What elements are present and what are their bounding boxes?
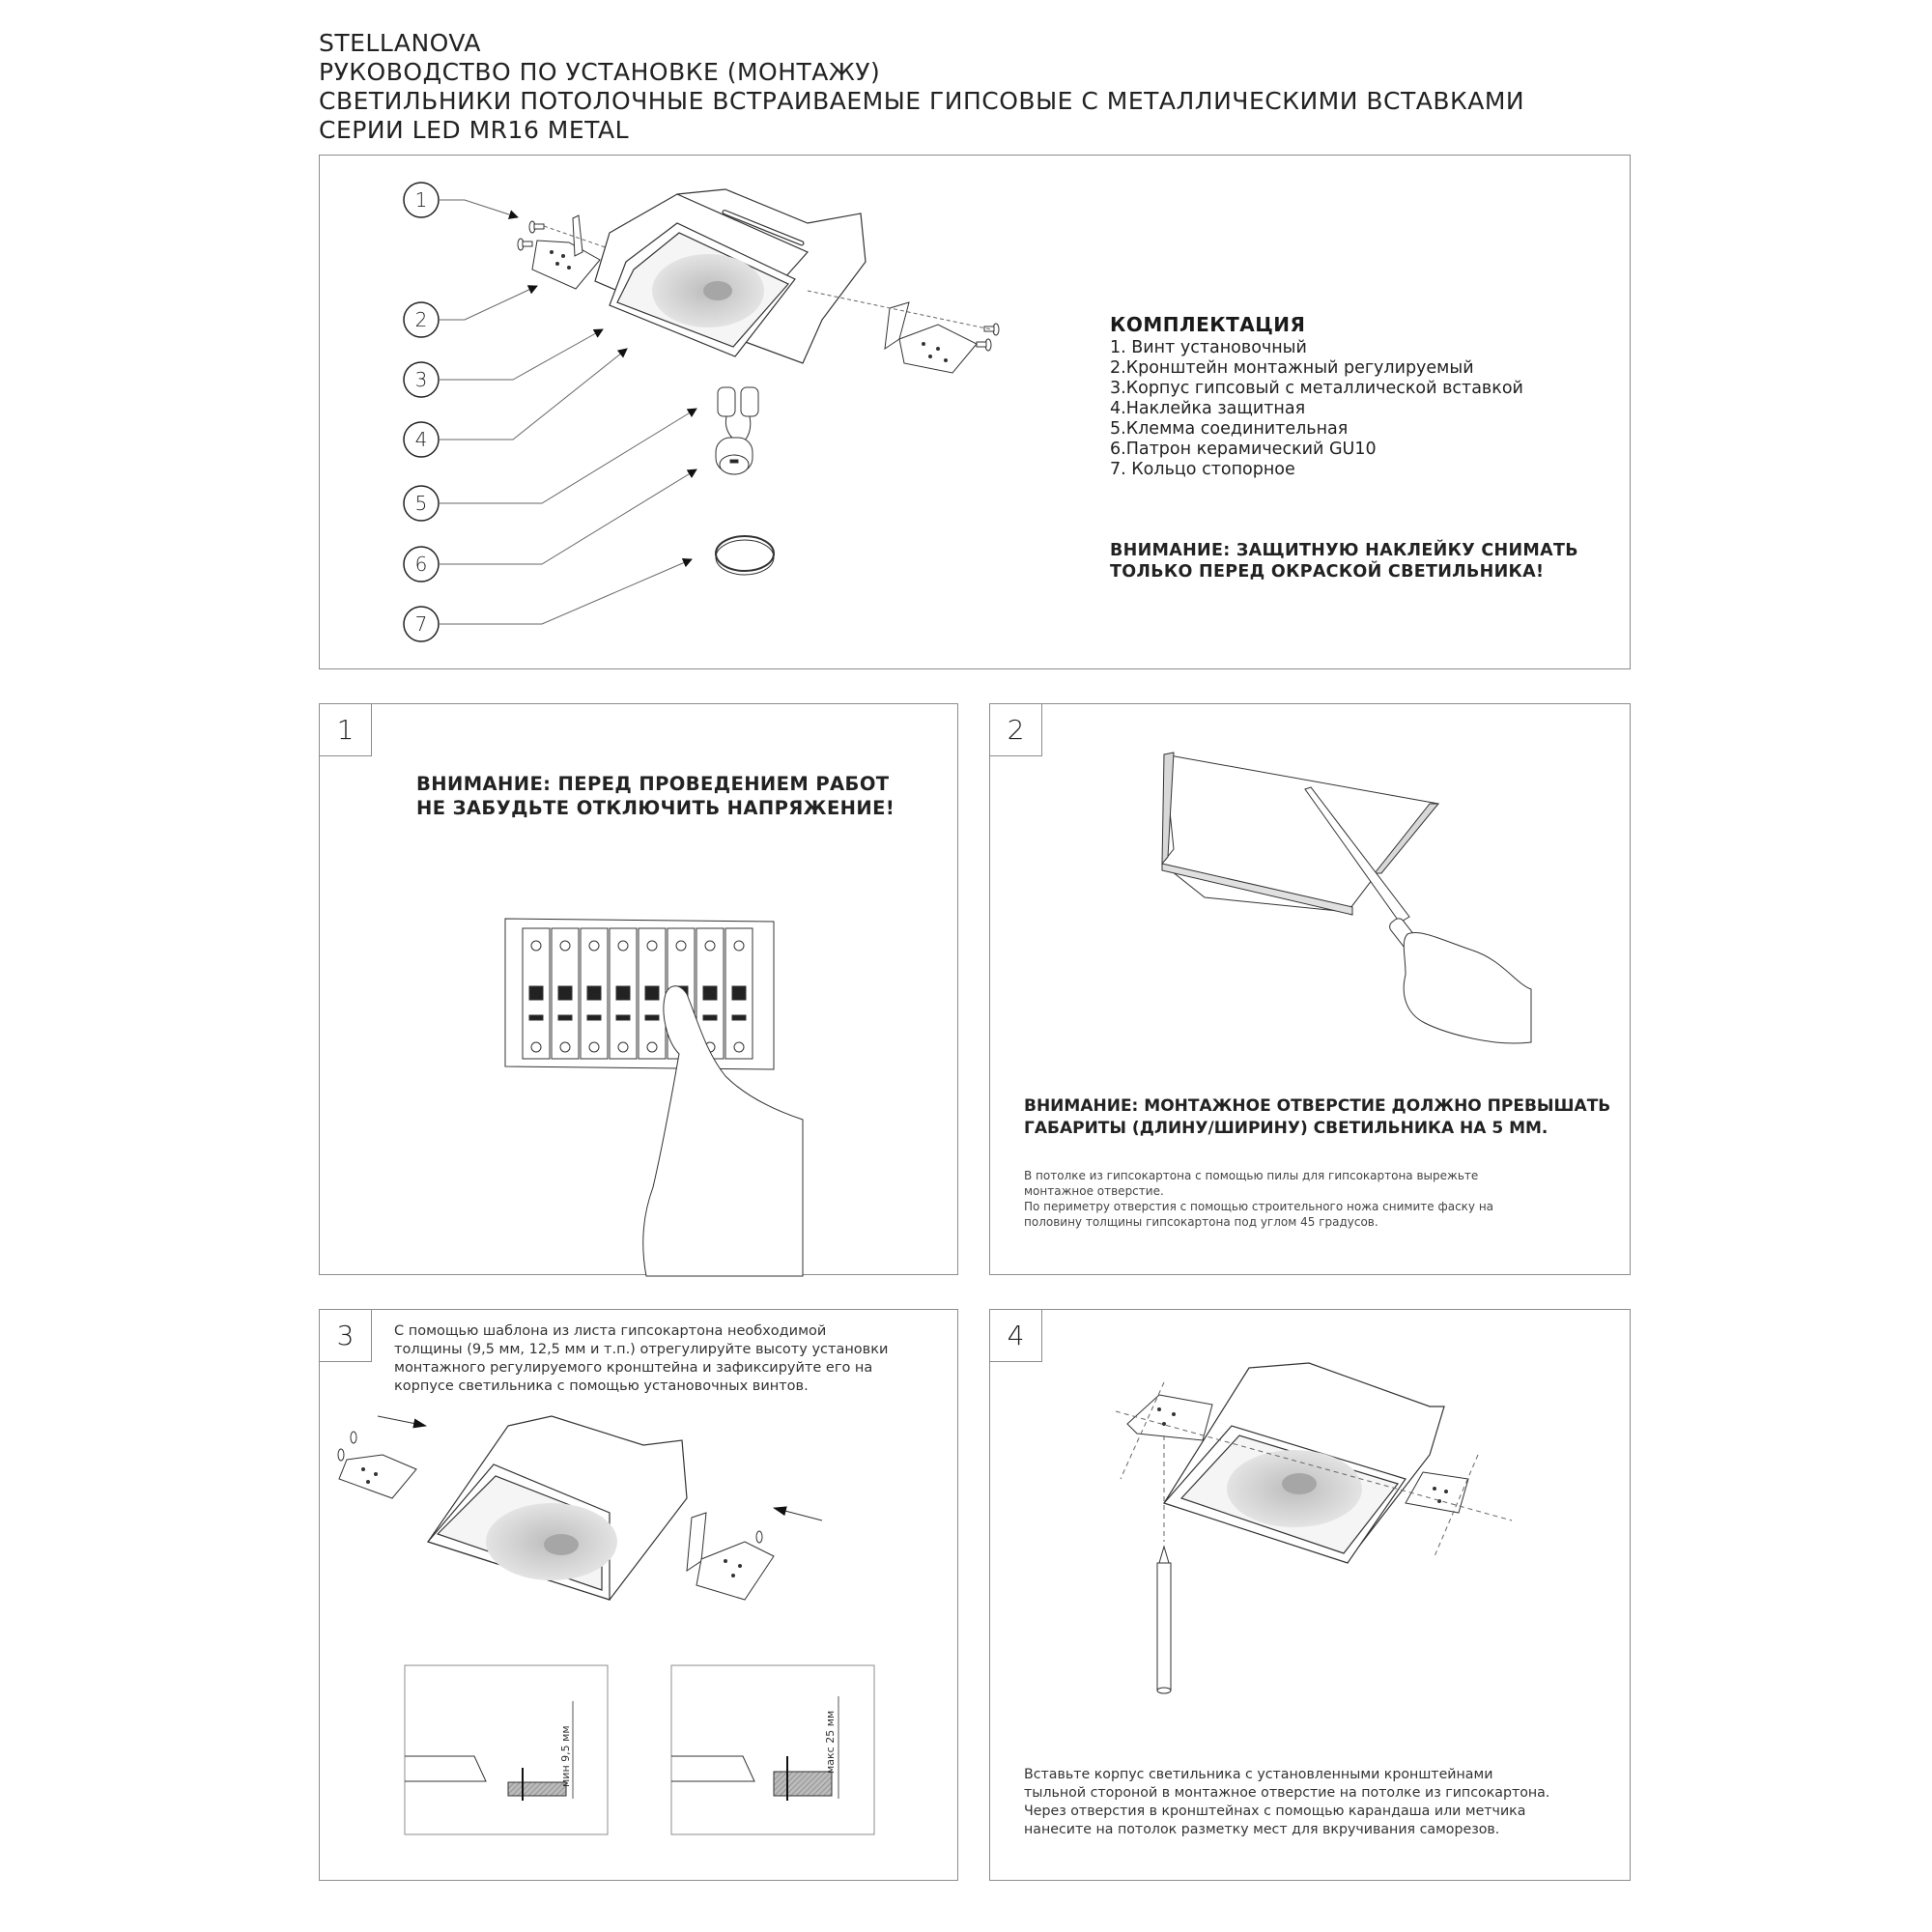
component-item: 1. Винт установочный: [1110, 338, 1307, 357]
callout-5: [404, 409, 696, 521]
callout-number: 5: [414, 492, 428, 515]
callout-2: [404, 286, 537, 337]
callout-number: 6: [414, 553, 428, 576]
breaker-module: [639, 928, 666, 1059]
warning-line: ВНИМАНИЕ: ПЕРЕД ПРОВЕДЕНИЕМ РАБОТ: [416, 773, 890, 795]
component-item: 7. Кольцо стопорное: [1110, 460, 1295, 479]
step-2-panel: [989, 703, 1631, 1275]
pencil-icon: [1157, 1547, 1171, 1693]
bracket-right-icon: [885, 302, 999, 373]
doc-subtitle: СВЕТИЛЬНИКИ ПОТОЛОЧНЫЕ ВСТРАИВАЕМЫЕ ГИПСОВЫЕ С МЕТАЛЛИЧЕСКИМИ ВСТАВКАМИ: [319, 87, 1525, 115]
callout-number: 1: [414, 188, 428, 212]
instruction-line: С помощью шаблона из листа гипсокартона необходимой: [394, 1323, 827, 1339]
component-item: 2.Кронштейн монтажный регулируемый: [1110, 358, 1474, 378]
doc-title: РУКОВОДСТВО ПО УСТАНОВКЕ (МОНТАЖУ): [319, 58, 881, 86]
instruction-line: Вставьте корпус светильника с установленными кронштейнами: [1024, 1767, 1493, 1782]
instruction-line: В потолке из гипсокартона с помощью пилы для гипсокартона вырежьте: [1024, 1169, 1479, 1182]
warning-line: ВНИМАНИЕ: ЗАЩИТНУЮ НАКЛЕЙКУ СНИМАТЬ: [1110, 541, 1578, 560]
bracket-adjust-illustration: [320, 1310, 959, 1882]
circuit-breaker-illustration: [320, 704, 959, 1276]
instruction-line: половину толщины гипсокартона под углом 45 градусов.: [1024, 1215, 1378, 1229]
component-item: 5.Клемма соединительная: [1110, 419, 1349, 439]
step-3-panel: [319, 1309, 958, 1881]
bracket-left-icon: [338, 1432, 416, 1498]
brand-name: STELLANOVA: [319, 29, 482, 57]
components-title: КОМПЛЕКТАЦИЯ: [1110, 313, 1306, 336]
bracket-left-icon: [1127, 1395, 1212, 1440]
breaker-module: [552, 928, 579, 1059]
housing-icon: [595, 189, 866, 363]
instruction-line: корпусе светильника с помощью установочных винтов.: [394, 1378, 809, 1394]
component-item: 4.Наклейка защитная: [1110, 399, 1306, 418]
callout-1: [404, 183, 518, 217]
breaker-module: [523, 928, 550, 1059]
breaker-module: [610, 928, 637, 1059]
leader-line: [439, 559, 692, 624]
warning-line: ТОЛЬКО ПЕРЕД ОКРАСКОЙ СВЕТИЛЬНИКА!: [1110, 562, 1545, 582]
component-item: 6.Патрон керамический GU10: [1110, 440, 1377, 459]
socket-icon: [716, 438, 753, 474]
leader-line: [439, 349, 627, 440]
instruction-line: толщины (9,5 мм, 12,5 мм и т.п.) отрегулируйте высоту установки: [394, 1342, 889, 1357]
warning-line: НЕ ЗАБУДЬТЕ ОТКЛЮЧИТЬ НАПРЯЖЕНИЕ!: [416, 797, 895, 819]
callout-4: [404, 349, 627, 457]
leader-line: [439, 469, 696, 564]
step-1-panel: [319, 703, 958, 1275]
instruction-line: тыльной стороной в монтажное отверстие на потолке из гипсокартона.: [1024, 1785, 1550, 1801]
bracket-right-icon: [1406, 1472, 1468, 1513]
callout-3: [404, 329, 603, 397]
instruction-line: По периметру отверстия с помощью строительного ножа снимите фаску на: [1024, 1200, 1494, 1213]
hand-icon: [1404, 932, 1531, 1043]
breaker-module: [581, 928, 608, 1059]
step-4-panel: [989, 1309, 1631, 1881]
bracket-right-icon: [687, 1513, 774, 1600]
warning-line: ГАБАРИТЫ (ДЛИНУ/ШИРИНУ) СВЕТИЛЬНИКА НА 5 ММ.: [1024, 1119, 1548, 1138]
document-header: [319, 29, 1524, 145]
callout-number: 2: [414, 308, 428, 331]
leader-line: [439, 286, 537, 320]
callout-number: 4: [414, 428, 428, 451]
insert-arrow-icon: [774, 1508, 822, 1520]
instruction-line: Через отверстия в кронштейнах с помощью карандаша или метчика: [1024, 1804, 1526, 1819]
step-number: 1: [319, 703, 372, 756]
components-panel: [319, 155, 1631, 669]
callout-6: [404, 469, 696, 582]
drywall-sheet-icon: [1162, 753, 1438, 915]
sticker-warning: [1110, 540, 1578, 582]
leader-line: [439, 200, 518, 217]
step-2-instructions: [1024, 1168, 1604, 1230]
warning-line: ВНИМАНИЕ: МОНТАЖНОЕ ОТВЕРСТИЕ ДОЛЖНО ПРЕВЫШАТЬ: [1024, 1096, 1611, 1116]
housing-icon: [428, 1416, 687, 1600]
terminal-block-icon: [718, 387, 758, 440]
callout-7: [404, 559, 692, 641]
step-number: 2: [989, 703, 1042, 756]
hole-size-warning: [1024, 1095, 1610, 1140]
breaker-module: [725, 928, 753, 1059]
step-number: 3: [319, 1309, 372, 1362]
callout-number: 7: [414, 612, 428, 636]
instruction-line: монтажного регулируемого кронштейна и зафиксируйте его на: [394, 1360, 873, 1376]
max-thickness-label: макс 25 мм: [824, 1710, 837, 1774]
instruction-line: нанесите на потолок разметку мест для вкручивания саморезов.: [1024, 1822, 1500, 1837]
max-thickness-detail: [671, 1665, 874, 1834]
components-list: [1110, 313, 1523, 480]
step-4-instructions: [1024, 1766, 1623, 1839]
doc-series: СЕРИИ LED MR16 METAL: [319, 116, 630, 144]
insert-arrow-icon: [378, 1416, 426, 1426]
instruction-line: монтажное отверстие.: [1024, 1184, 1164, 1198]
min-thickness-detail: [405, 1665, 608, 1834]
leader-line: [439, 409, 696, 503]
retaining-ring-icon: [716, 536, 774, 575]
leader-line: [439, 329, 603, 380]
component-item: 3.Корпус гипсовый с металлической вставкой: [1110, 379, 1523, 398]
step-number: 4: [989, 1309, 1042, 1362]
callout-number: 3: [414, 368, 428, 391]
min-thickness-label: мин 9,5 мм: [559, 1725, 572, 1787]
breaker-panel-icon: [505, 919, 774, 1069]
